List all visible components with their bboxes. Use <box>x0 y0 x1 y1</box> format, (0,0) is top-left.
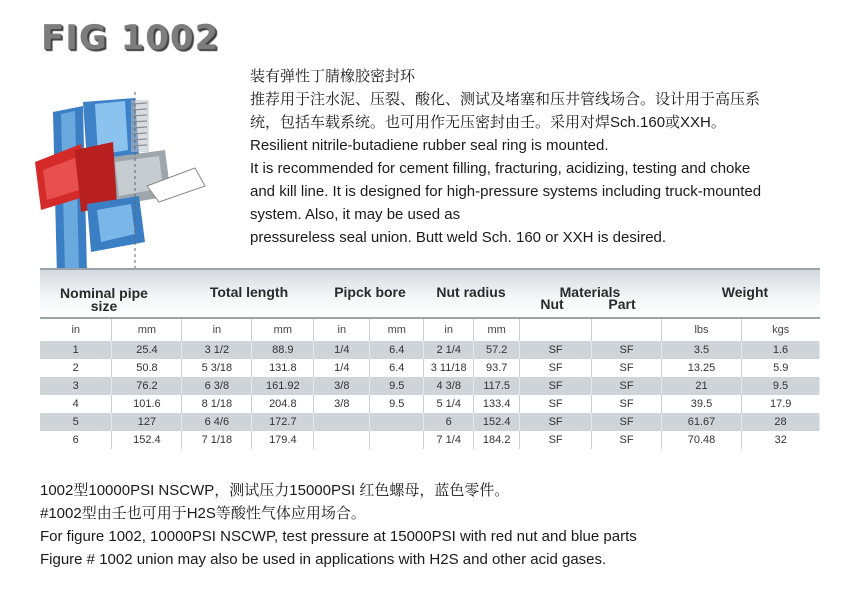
unit-cell: kgs <box>772 324 790 336</box>
description-line: pressureless seal union. Butt weld Sch. 160 or XXH is desired. <box>250 229 667 246</box>
description-line: 装有弹性丁腈橡胶密封环 <box>250 68 416 85</box>
table-cell: 161.92 <box>252 377 314 395</box>
table-cell: 39.5 <box>662 395 742 413</box>
header-nut-radius: Nut radius <box>436 284 506 300</box>
table-row <box>40 359 820 377</box>
table-cell: SF <box>592 395 662 413</box>
table-cell: 179.4 <box>252 431 314 449</box>
table-cell: 5 3/18 <box>182 359 252 377</box>
description-line: system. Also, it may be used as <box>250 206 461 223</box>
table-cell: 133.4 <box>474 395 520 413</box>
note-line: Figure # 1002 union may also be used in applications with H2S and other acid gases. <box>40 551 607 568</box>
table-cell: 6 4/6 <box>182 413 252 431</box>
header-materials: Materials <box>559 284 621 300</box>
table-cell: SF <box>592 413 662 431</box>
note-line: #1002型由壬也可用于H2S等酸性气体应用场合。 <box>40 505 366 522</box>
table-cell: 6 <box>40 431 112 449</box>
table-cell: 28 <box>741 413 819 431</box>
table-cell: 7 1/18 <box>182 431 252 449</box>
table-cell: SF <box>592 431 662 449</box>
table-header <box>40 268 820 319</box>
unit-cell: mm <box>474 319 520 341</box>
table-cell: 3 11/18 <box>424 359 474 377</box>
note-line: For figure 1002, 10000PSI NSCWP, test pressure at 15000PSI with red nut and blue parts <box>40 528 637 545</box>
table-cell: SF <box>520 359 592 377</box>
table-cell: 2 <box>40 359 112 377</box>
header-nut: Nut <box>540 296 564 312</box>
unit-cell: in <box>314 319 370 341</box>
table-row <box>40 377 820 395</box>
table-cell: 21 <box>662 377 742 395</box>
table-cell: SF <box>520 341 592 359</box>
table-cell: 76.2 <box>112 377 182 395</box>
table-cell <box>370 431 424 449</box>
unit-cell: lbs <box>662 319 742 341</box>
table-row <box>40 395 820 413</box>
table-cell: 101.6 <box>112 395 182 413</box>
table-cell: 7 1/4 <box>424 431 474 449</box>
table-cell: 117.5 <box>474 377 520 395</box>
table-cell: 2 1/4 <box>424 341 474 359</box>
table-cell: 93.7 <box>474 359 520 377</box>
table-cell: 4 <box>40 395 112 413</box>
table-cell: 5 <box>40 413 112 431</box>
header-nominal-size-2: size <box>90 298 118 314</box>
unit-cell <box>520 319 592 341</box>
table-cell: SF <box>520 377 592 395</box>
table-cell: 3.5 <box>662 341 742 359</box>
table-cell <box>314 413 370 431</box>
units-row <box>40 319 820 341</box>
table-cell: 25.4 <box>112 341 182 359</box>
table-cell: 9.5 <box>370 395 424 413</box>
table-cell: 152.4 <box>474 413 520 431</box>
unit-cell: mm <box>370 319 424 341</box>
unit-cell: in <box>40 319 112 341</box>
table-row <box>40 431 820 449</box>
table-cell: 17.9 <box>770 398 792 410</box>
table-cell: 3 <box>40 377 112 395</box>
header-weight: Weight <box>721 284 769 300</box>
table-cell: SF <box>520 413 592 431</box>
description-line: and kill line. It is designed for high-pressure systems including truck-mounted <box>250 183 762 200</box>
table-cell: 204.8 <box>252 395 314 413</box>
description-line: It is recommended for cement filling, fracturing, acidizing, testing and choke <box>250 160 751 177</box>
table-cell: 57.2 <box>474 341 520 359</box>
unit-cell: in <box>424 319 474 341</box>
table-cell: 6 3/8 <box>182 377 252 395</box>
header-part: Part <box>608 296 636 312</box>
table-cell: 3/8 <box>314 395 370 413</box>
notes-block <box>40 479 840 571</box>
table-cell: 127 <box>112 413 182 431</box>
header-nominal-size: Nominal pipe <box>60 285 148 301</box>
table-cell: 3/8 <box>314 377 370 395</box>
unit-cell <box>592 319 662 341</box>
table-cell: 6.4 <box>370 341 424 359</box>
table-cell: 5 1/4 <box>424 395 474 413</box>
table-cell <box>314 431 370 449</box>
table-cell: SF <box>592 377 662 395</box>
table-cell: 1 <box>40 341 112 359</box>
spec-table <box>40 268 820 449</box>
header-total-length: Total length <box>209 284 289 300</box>
table-cell: SF <box>520 395 592 413</box>
table-cell: 13.25 <box>662 359 742 377</box>
table-cell: 1.6 <box>741 341 819 359</box>
table-cell: 172.7 <box>252 413 314 431</box>
table-cell: 88.9 <box>252 341 314 359</box>
unit-cell: mm <box>252 319 314 341</box>
table-cell: 6.4 <box>370 359 424 377</box>
table-cell: 5.9 <box>773 362 789 374</box>
table-cell: 32 <box>774 434 787 446</box>
description-line: 推荐用于注水泥、压裂、酸化、测试及堵塞和压井管线场合。设计用于高压系 <box>250 91 761 108</box>
table-cell: 8 1/18 <box>182 395 252 413</box>
header-pipck-bore: Pipck bore <box>334 284 406 300</box>
table-row <box>40 413 820 431</box>
table-cell: 131.8 <box>252 359 314 377</box>
table-cell: 4 3/8 <box>424 377 474 395</box>
table-row <box>40 341 820 359</box>
table-cell: 1/4 <box>314 359 370 377</box>
table-cell: 1/4 <box>314 341 370 359</box>
table-cell: 152.4 <box>112 431 182 449</box>
note-line: 1002型10000PSI NSCWP，测试压力15000PSI 红色螺母，蓝色零件。 <box>40 482 510 499</box>
description-block <box>250 65 850 249</box>
table-cell: 9.5 <box>370 377 424 395</box>
table-cell: 50.8 <box>112 359 182 377</box>
spec-table-body <box>40 319 820 449</box>
table-cell: 70.48 <box>662 431 742 449</box>
table-cell: 184.2 <box>474 431 520 449</box>
table-cell <box>370 413 424 431</box>
table-cell: 61.67 <box>662 413 742 431</box>
description-line: Resilient nitrile-butadiene rubber seal ring is mounted. <box>250 137 609 154</box>
table-cell: SF <box>592 359 662 377</box>
description-line: 统，包括车载系统。也可用作无压密封由壬。采用对焊Sch.160或XXH。 <box>250 114 726 131</box>
figure-title: FIG 1002 <box>41 18 220 58</box>
table-cell: SF <box>520 431 592 449</box>
table-cell: 3 1/2 <box>182 341 252 359</box>
union-illustration <box>35 92 215 277</box>
table-cell: 6 <box>424 413 474 431</box>
table-cell: 9.5 <box>741 377 819 395</box>
unit-cell: mm <box>112 319 182 341</box>
table-cell: SF <box>592 341 662 359</box>
unit-cell: in <box>182 319 252 341</box>
